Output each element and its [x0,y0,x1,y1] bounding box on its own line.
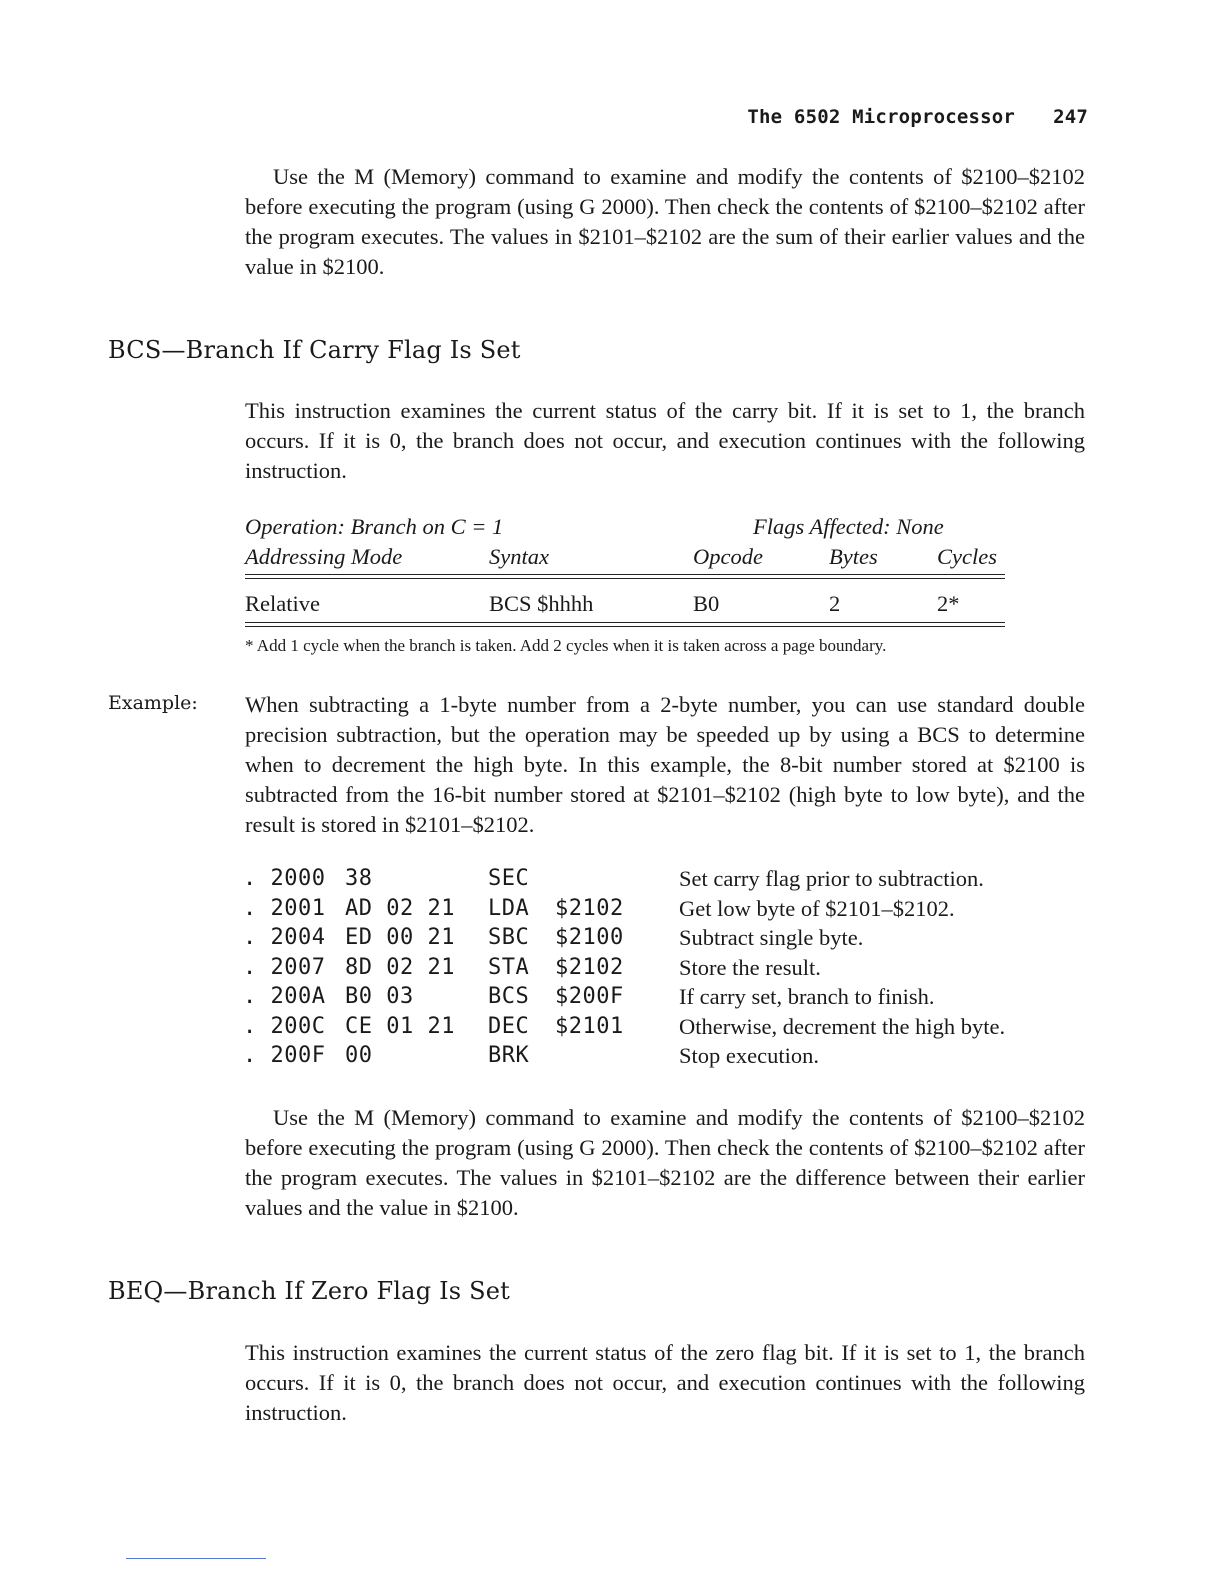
code-mnemonic: DEC [488,1013,530,1039]
flags-affected-text: Flags Affected: None [753,514,944,539]
code-mnemonic: BCS [488,984,530,1009]
code-comment: Subtract single byte. [679,925,864,950]
code-operand: $2102 [555,895,624,921]
code-comment: If carry set, branch to finish. [679,984,935,1009]
cell-opcode: B0 [693,591,720,616]
intro-paragraph: Use the M (Memory) command to examine and modify the contents of $2100–$2102 before executing the program (using G 2000). Then check the contents of $2100–$2102 after the program executes. The values in $2101–$2102 are the sum of their earlier values and the value in $2100. [245,164,1085,279]
page-number: 247 [1053,106,1088,128]
table-header-row [245,544,1005,574]
cell-syntax: BCS $hhhh [489,591,594,616]
header-addressing-mode: Addressing Mode [245,544,403,569]
code-comment: Store the result. [679,954,821,980]
code-bytes: 38 [345,866,373,891]
table-rule-top-1 [245,574,1005,575]
code-line [243,955,1103,985]
bcs-heading: BCS—Branch If Carry Flag Is Set [108,336,521,364]
code-mnemonic: SEC [488,866,530,891]
code-bytes: B0 03 [345,984,414,1009]
table-rule-bottom-2 [245,626,1005,627]
cell-cycles: 2* [937,591,960,616]
beq-heading: BEQ—Branch If Zero Flag Is Set [108,1277,510,1305]
header-syntax: Syntax [489,544,549,569]
operation-text: Operation: Branch on C = 1 [245,514,504,539]
code-line [243,1043,1103,1073]
code-operand: $2101 [555,1013,624,1039]
bcs-description: This instruction examines the current status of the carry bit. If it is set to 1, the branch occurs. If it is 0, the branch does not occur, and execution continues with the following instruction. [245,398,1085,483]
running-head [0,106,1088,128]
bcs-operation-table [245,514,1005,621]
code-address: . 2001 [243,895,326,921]
code-mnemonic: BRK [488,1043,530,1068]
code-mnemonic: STA [488,954,530,980]
running-head-title: The 6502 Microprocessor [747,106,1016,128]
code-line [243,866,1103,896]
header-cycles: Cycles [937,544,997,569]
code-bytes: 8D 02 21 [345,954,455,980]
code-address: . 200C [243,1013,326,1039]
header-opcode: Opcode [693,544,763,569]
cell-mode: Relative [245,591,320,616]
code-comment: Set carry flag prior to subtraction. [679,866,984,891]
code-bytes: AD 02 21 [345,895,455,921]
code-comment: Stop execution. [679,1043,819,1068]
cell-bytes: 2 [829,591,841,616]
code-bytes: ED 00 21 [345,925,455,950]
example-text: When subtracting a 1-byte number from a 2-byte number, you can use standard double precision subtraction, but the operation may be speeded up by using a BCS to determine when to decrement the high byte. In this example, the 8-bit number stored at $2100 is subtracted from the 16-bit number stored at $2101–$2102 (high byte to low byte), and the result is stored in $2101–$2102. [245,692,1085,837]
code-line [243,984,1103,1014]
code-operand: $2102 [555,954,624,980]
example-label: Example: [108,692,198,714]
footer-rule [126,1558,266,1559]
code-address: . 200F [243,1043,326,1068]
code-mnemonic: LDA [488,895,530,921]
code-address: . 200A [243,984,326,1009]
code-address: . 2007 [243,954,326,980]
beq-description: This instruction examines the current status of the zero flag bit. If it is set to 1, the branch occurs. If it is 0, the branch does not occur, and execution continues with the following instruction. [245,1340,1085,1425]
table-rule-bottom-1 [245,622,1005,623]
code-operand: $2100 [555,925,624,950]
table-footnote: * Add 1 cycle when the branch is taken. Add 2 cycles when it is taken across a page boundary. [245,636,887,655]
code-listing [243,866,1103,1073]
table-rule-top-2 [245,578,1005,579]
code-line [243,1014,1103,1044]
code-address: . 2000 [243,866,326,891]
after-code-paragraph: Use the M (Memory) command to examine and modify the contents of $2100–$2102 before executing the program (using G 2000). Then check the contents of $2100–$2102 after the program executes. The values in $2101–$2102 are the difference between their earlier values and the value in $2100. [245,1105,1085,1220]
code-line [243,896,1103,926]
operation-row [245,514,1005,544]
code-comment: Otherwise, decrement the high byte. [679,1013,1006,1039]
code-bytes: 00 [345,1043,373,1068]
code-comment: Get low byte of $2101–$2102. [679,895,955,921]
code-operand: $200F [555,984,624,1009]
code-mnemonic: SBC [488,925,530,950]
code-bytes: CE 01 21 [345,1013,455,1039]
code-line [243,925,1103,955]
table-row [245,591,1005,621]
code-address: . 2004 [243,925,326,950]
header-bytes: Bytes [829,544,878,569]
